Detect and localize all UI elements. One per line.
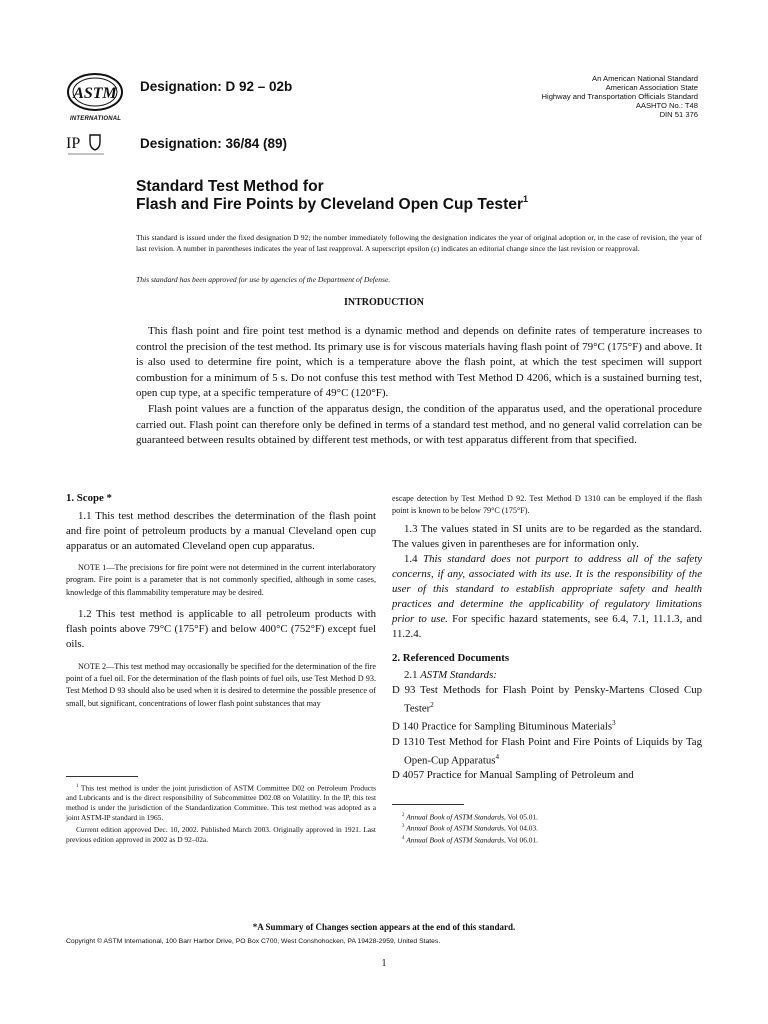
dod-approval-note: This standard has been approved for use by agencies of the Department of Defense.	[136, 275, 391, 284]
affiliation-line: AASHTO No.: T48	[635, 101, 698, 110]
right-column	[392, 493, 702, 783]
title-line-2	[136, 195, 528, 214]
designation-d92: Designation: D 92 – 02b	[140, 79, 293, 94]
copyright-line: Copyright © ASTM International, 100 Barr Harbor Drive, PO Box C700, West Conshohocken, PA 19428-2959, United States.	[66, 938, 441, 945]
title-line-1: Standard Test Method for	[136, 178, 324, 195]
footnote-ref: 2	[430, 700, 434, 709]
scope-heading: 1. Scope *	[66, 492, 112, 504]
footnote-mark: 4	[402, 835, 405, 841]
footnote-mark: 2	[402, 813, 405, 818]
scope-1-1: 1.1 This test method describes the determination of the flash point and fire point of petroleum products by a manual Cleveland open cup apparatus or an automated Cleveland open cup apparatus.	[66, 510, 376, 552]
astm-logo-text: ASTM	[73, 85, 117, 102]
scope-1-3: 1.3 The values stated in SI units are to be regarded as the standard. The values given in parentheses are for information only.	[392, 522, 702, 550]
introduction-body	[136, 324, 702, 449]
introduction-heading: INTRODUCTION	[343, 297, 424, 308]
affiliation-line: An American National Standard	[592, 74, 698, 83]
intro-paragraph: This flash point and fire point test method is a dynamic method and depends on definite rates of temperature increases to control the precision of the test method. Its primary use is for viscous materials having flash point of 79°C (175°F) and above. It is also used to determine fire point, which is a temperature above the flash point, at which the test specimen will support combustion for a minimum of 5 s. Do not confuse this test method with Test Method D 4206, which is a sustained burning test, open cup type, at a specific temperature of 49°C (120°F).	[136, 325, 702, 400]
left-column	[66, 492, 376, 710]
referenced-documents-heading: 2. Referenced Documents	[392, 651, 510, 664]
scope-1-4-rest: For specific hazard statements, see 6.4, 7.1, 11.1.3, and 11.2.4.	[392, 612, 703, 640]
footnote-rule	[66, 776, 138, 777]
footnote-volume: , Vol 06.01.	[504, 835, 539, 845]
footnote-4	[392, 834, 702, 845]
intro-paragraph: Flash point values are a function of the apparatus design, the condition of the apparatus used, and the operational procedure carried out. Flash point can therefore only be defined in terms of a standard test method, and no general valid correlation can be guaranteed between results obtained by different test methods, or with test apparatus different from that specified.	[136, 402, 702, 447]
scope-1-4	[392, 552, 702, 642]
reference-text: D 1310 Test Method for Flash Point and Fire Points of Liquids by Tag Open-Cup Apparatus	[392, 735, 702, 767]
designation-ip: Designation: 36/84 (89)	[140, 136, 288, 151]
reference-text: D 4057 Practice for Manual Sampling of Petroleum and	[392, 769, 634, 782]
reference-text: D 140 Practice for Sampling Bituminous Materials	[392, 720, 613, 733]
footnote-volume: , Vol 05.01.	[504, 812, 539, 822]
reference-item	[392, 768, 702, 783]
footnote-3	[392, 822, 702, 833]
footnote-source: Annual Book of ASTM Standards	[406, 835, 504, 845]
affiliation-line: DIN 51 376	[659, 110, 698, 119]
ip-logo	[66, 132, 106, 158]
page-number: 1	[381, 958, 387, 969]
footnote-source: Annual Book of ASTM Standards	[406, 823, 504, 833]
footnote-1-text: This test method is under the joint jurisdiction of ASTM Committee D02 on Petroleum Products and Lubricants and is the direct responsibility of Subcommittee D02.08 on Volatility. In the IP, this test method is under the jurisdiction of the Standardization Committee. This test method was adopted as a joint ASTM-IP standard in 1965.	[66, 783, 376, 823]
scope-1-4-number: 1.4	[404, 552, 424, 565]
ip-logo-text: IP	[66, 135, 81, 152]
summary-of-changes-note: *A Summary of Changes section appears at the end of this standard.	[252, 922, 516, 932]
footnote-rule	[392, 804, 464, 805]
affiliation-line: American Association State	[605, 83, 698, 92]
footnote-volume: , Vol 04.03.	[504, 823, 539, 833]
safety-statement: This standard does not purport to address all of the safety concerns, if any, associated with its use. It is the responsibility of the user of this standard to establish appropriate safety and health practices and determine the applicability of regulatory limitations prior to use.	[392, 552, 702, 625]
left-footnotes	[66, 776, 376, 845]
reference-item	[392, 735, 702, 769]
standard-issue-note: This standard is issued under the fixed designation D 92; the number immediately following the designation indicates the year of original adoption or, in the case of revision, the year of last revision. A number in parentheses indicates the year of last reapproval. A superscript epsilon (ε) indicates an editorial change since the last revision or reapproval.	[136, 233, 702, 253]
astm-international-label: INTERNATIONAL	[70, 116, 122, 122]
title-text: Flash and Fire Points by Cleveland Open Cup Tester	[136, 196, 524, 214]
astm-standards-label	[392, 668, 702, 683]
footnote-1	[66, 782, 376, 823]
astm-standards-text: ASTM Standards:	[420, 668, 497, 681]
footnote-mark: 3	[402, 824, 405, 830]
note-1: NOTE 1—The precisions for fire point were not determined in the current interlaboratory program. Fire point is a parameter that is not commonly specified, although in some cases, knowledge of this flammability temperature may be desired.	[66, 563, 376, 597]
footnote-2	[392, 811, 702, 822]
reference-text: D 93 Test Methods for Flash Point by Pensky-Martens Closed Cup Tester	[392, 683, 702, 715]
affiliation-line: Highway and Transportation Officials Standard	[541, 92, 698, 101]
footnote-source: Annual Book of ASTM Standards	[406, 812, 504, 822]
scope-1-2: 1.2 This test method is applicable to all petroleum products with flash points above 79°C (175°F) and below 400°C (752°F) except fuel oils.	[66, 607, 376, 650]
footnote-ref: 3	[612, 719, 616, 728]
note-2: NOTE 2—This test method may occasionally be specified for the determination of the fire point of a fuel oil. For the determination of the flash points of fuel oils, use Test Method D 93. Test Method D 93 should also be used when it is desired to determine the possible presence of small, but significant, concentrations of lower flash point substances that may	[66, 661, 376, 708]
footnote-1-edition: Current edition approved Dec. 10, 2002. Published March 2003. Originally approved in 1921. Last previous edition approved in 2002 as D 92–02a.	[66, 825, 376, 845]
astm-logo	[66, 72, 124, 112]
note-2-continued: escape detection by Test Method D 92. Test Method D 1310 can be employed if the flash point is known to be below 79°C (175°F).	[392, 494, 702, 516]
footnote-ref: 1	[523, 194, 529, 204]
standard-affiliations	[398, 74, 698, 119]
section-2-1-number: 2.1	[404, 668, 421, 681]
right-footnotes	[392, 804, 702, 845]
reference-item	[392, 683, 702, 717]
footnote-ref: 4	[495, 752, 499, 761]
footnote-mark: 1	[76, 784, 79, 789]
reference-item	[392, 716, 702, 735]
